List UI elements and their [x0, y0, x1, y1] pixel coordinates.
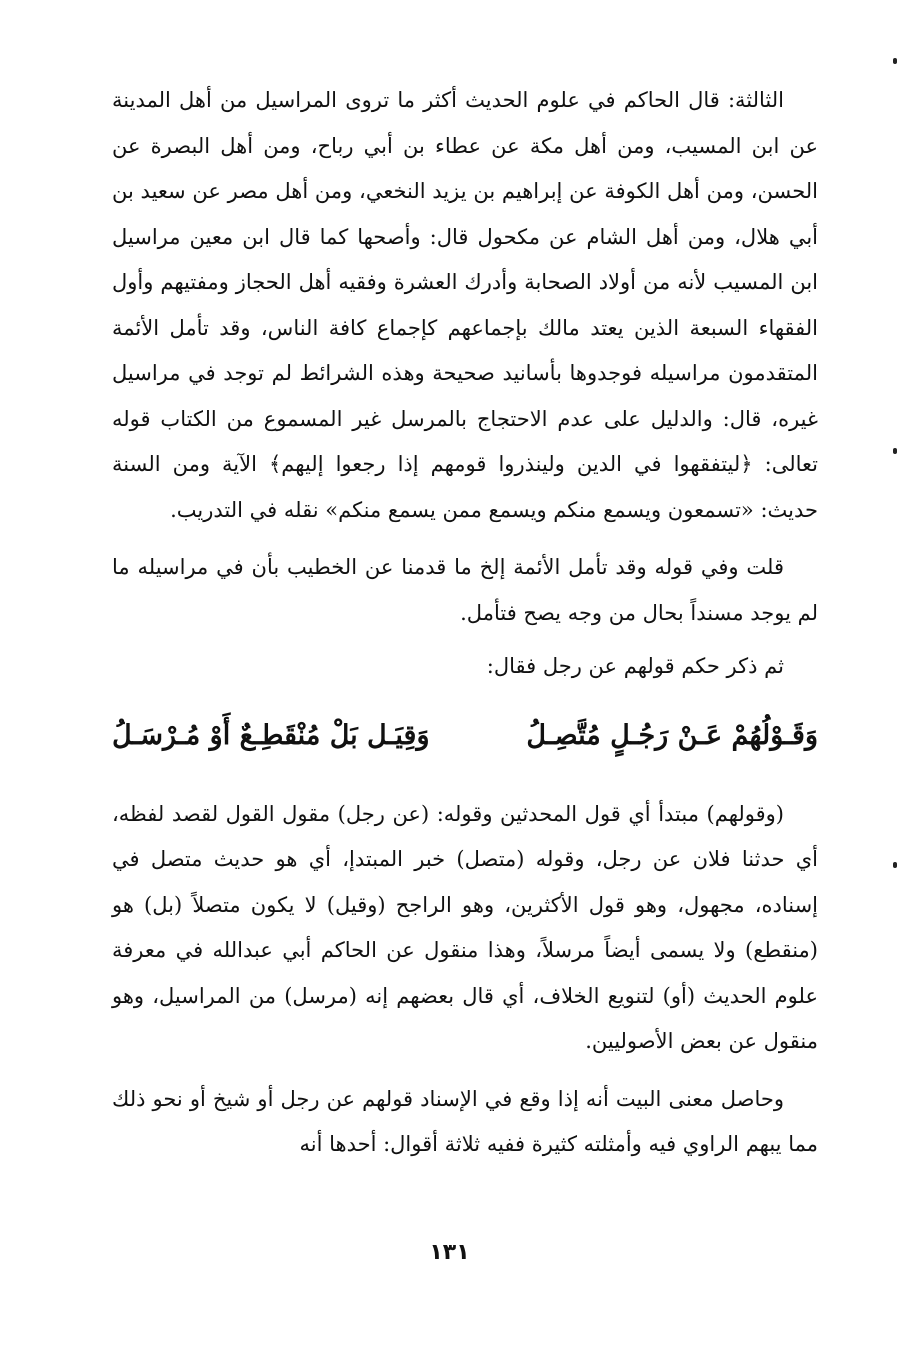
- paragraph-verse-explanation: (وقولهم) مبتدأ أي قول المحدثين وقوله: (عن رجل) مقول القول لقصد لفظه، أي حدثنا فلان عن رجل، وقوله (متصل) خبر المبتدإ، أي هو حديث متصل في إسناده، مجهول، وهو قول الأكثرين، وهو الراجح (وقيل) لا يكون متصلاً (بل) هو (منقطع) ولا يسمى أيضاً مرسلاً، وهذا منقول عن الحاكم أبي عبدالله في معرفة علوم الحديث (أو) لتنويع الخلاف، أي قال بعضهم إنه (مرسل) من المراسيل، وهو منقول عن بعض الأصوليين.: [112, 801, 818, 1053]
- paragraph-commentary: قلت وفي قوله وقد تأمل الأئمة إلخ ما قدمنا عن الخطيب بأن في مراسيله ما لم يوجد مسنداً بحال من وجه يصح فتأمل.: [112, 555, 818, 625]
- margin-mark: [893, 58, 897, 64]
- page-number: ١٣١: [429, 1240, 470, 1265]
- margin-mark: [893, 862, 897, 868]
- paragraph-intro-verse: ثم ذكر حكم قولهم عن رجل فقال:: [486, 654, 784, 678]
- verse-hemistich-first: وَقَـوْلُهُمْ عَـنْ رَجُـلٍ مُتَّصِـلُ: [526, 719, 818, 751]
- margin-mark: [893, 448, 897, 454]
- poem-verse: [112, 716, 818, 756]
- paragraph-third-point: الثالثة: قال الحاكم في علوم الحديث أكثر ما تروى المراسيل من أهل المدينة عن ابن المسيب، ومن أهل مكة عن عطاء بن أبي رباح، ومن أهل البصرة عن الحسن، ومن أهل الكوفة عن إبراهيم بن يزيد النخعي، ومن أهل مصر عن سعيد بن أبي هلال، ومن أهل الشام عن مكحول قال: وأصحها كما قال ابن معين مراسيل ابن المسيب لأنه من أولاد الصحابة وأدرك العشرة وفقيه أهل الحجاز ومفتيهم وأول الفقهاء السبعة الذين يعتد مالك بإجماعهم كإجماع كافة الناس، وقد تأمل الأئمة المتقدمون مراسيله فوجدوها بأسانيد صحيحة وهذه الشرائط لم توجد في مراسيل غيره، قال: والدليل على عدم الاحتجاج بالمرسل غير المسموع من الكتاب قوله تعالى: ﴿ليتفقهوا في الدين ولينذروا قومهم إذا رجعوا إليهم﴾ الآية ومن السنة حديث: «تسمعون ويسمع منكم ويسمع ممن يسمع منكم» نقله في التدريب.: [112, 88, 818, 522]
- page-body: [112, 78, 818, 1168]
- paragraph-verse-summary: وحاصل معنى البيت أنه إذا وقع في الإسناد قولهم عن رجل أو شيخ أو نحو ذلك مما يبهم الراوي فيه وأمثلته كثيرة ففيه ثلاثة أقوال: أحدها أنه: [112, 1086, 818, 1156]
- verse-hemistich-second: وَقِيَـل بَلْ مُنْقَطِـعٌ أَوْ مُـرْسَـلُ: [112, 719, 430, 751]
